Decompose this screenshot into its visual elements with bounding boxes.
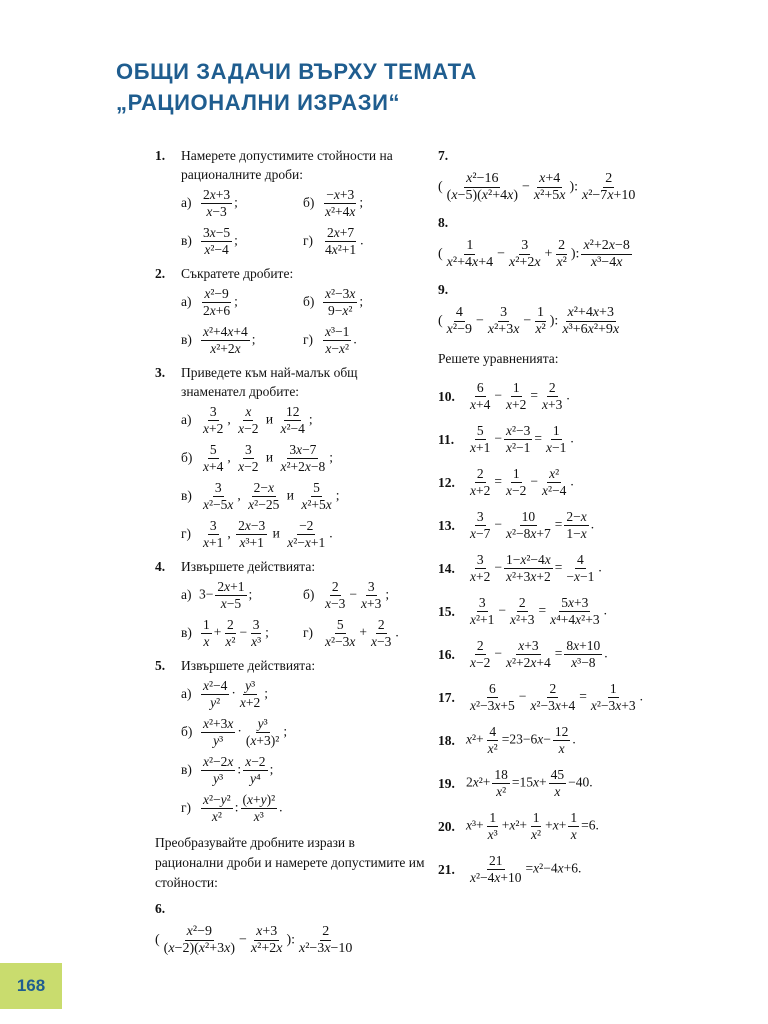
label-g: г)	[303, 332, 314, 347]
problem-2	[155, 264, 425, 359]
label-v: в)	[181, 762, 192, 777]
page-number: 168	[16, 976, 46, 995]
formula: $\frac{2}{x+2}$ = $\frac{1}{x-2}$ − $\frac{\text{x²}}{\text{x²−4}}$ .	[470, 466, 574, 498]
label-a: а)	[181, 195, 192, 210]
problem-4	[155, 557, 425, 652]
label-b: б)	[181, 724, 193, 739]
formula: x³+ $\frac{1}{\text{x³}}$ +x²+ $\frac{1}{\text{x²}}$ +x+ $\frac{1}{x}$ =6.	[466, 810, 599, 842]
problem-5	[155, 656, 425, 827]
equation-18: 18. x²+ $\frac{4}{\text{x²}}$ =23−6x− $\frac{12}{x}$ .	[438, 724, 576, 756]
formula: $\frac{\text{x²−4}}{\text{y²}}$ · $\frac{\text{y³}}{x+2}$ ;	[203, 677, 269, 710]
problem-number: 7.	[438, 148, 449, 163]
equation-15: 15. $\frac{3}{\text{x²+1}}$ − $\frac{2}{\text{x²+3}}$ = $\frac{5x+3}{\text{x⁴+4x²+3}}$ .	[438, 595, 607, 627]
equation-14: 14. $\frac{3}{x+2}$ − $\frac{\text{1−x²−4x}}{\text{x²+3x+2}}$ = $\frac{4}{-x-1}$ .	[438, 552, 602, 584]
equation-20: 20. x³+ $\frac{1}{\text{x³}}$ +x²+ $\frac{1}{\text{x²}}$ +x+ $\frac{1}{x}$ =6.	[438, 810, 599, 842]
problem-text: Намерете допустимите стойности на рационалните дроби:	[181, 148, 393, 182]
label-g: г)	[181, 526, 192, 541]
problem-number: 1.	[155, 148, 166, 163]
formula: $\frac{21}{\text{x²−4x+10}}$ =x²−4x+6.	[470, 853, 582, 885]
formula: $\frac{-x+3}{\text{x²+4x}}$ ;	[325, 186, 364, 219]
left-column	[155, 146, 425, 966]
label-g: г)	[181, 800, 192, 815]
formula: 3− $\frac{2x+1}{x-5}$ ;	[199, 578, 253, 611]
problem-number: 6.	[155, 901, 166, 916]
problem-7	[438, 146, 738, 209]
formula: ( $\frac{4}{\text{x²−9}}$ − $\frac{3}{\text{x²+3x}}$ − $\frac{1}{\text{x²}}$ ): $\frac{\text{x²+4x+3}}{\text{x³+6x²+9x}}$	[438, 305, 620, 337]
formula: $\frac{\text{x²−9}}{2x+6}$ ;	[203, 285, 238, 318]
equation-21: 21. $\frac{21}{\text{x²−4x+10}}$ =x²−4x+6.	[438, 853, 582, 885]
formula: $\frac{3}{\text{x²+1}}$ − $\frac{2}{\text{x²+3}}$ = $\frac{5x+3}{\text{x⁴+4x²+3}}$ .	[470, 595, 607, 627]
formula: $\frac{\text{x²−2x}}{\text{y³}}$ : $\frac{x-2}{\text{y⁴}}$ ;	[203, 753, 274, 786]
problem-3	[155, 363, 425, 553]
formula: $\frac{3x-5}{\text{x²−4}}$ ;	[203, 224, 238, 257]
label-b: б)	[303, 587, 315, 602]
solve-instruction: Решете уравненията:	[438, 351, 559, 366]
problem-text: Извършете действията:	[181, 658, 316, 673]
formula: $\frac{6}{\text{x²−3x+5}}$ − $\frac{2}{\text{x²−3x+4}}$ = $\frac{1}{\text{x²−3x+3}}$ .	[470, 681, 644, 713]
formula: $\frac{2x+3}{x-3}$ ;	[203, 186, 238, 219]
formula: $\frac{3}{x+2}$ − $\frac{\text{1−x²−4x}}{\text{x²+3x+2}}$ = $\frac{4}{-x-1}$ .	[470, 552, 602, 584]
problem-text: Съкратете дробите:	[181, 266, 294, 281]
label-a: а)	[181, 294, 192, 309]
problem-text: Извършете действията:	[181, 559, 316, 574]
instruction-text: Преобразувайте дробните изрази в рационални дроби и намерете допустимите им стойности:	[155, 835, 425, 890]
label-a: а)	[181, 686, 192, 701]
equation-17: 17. $\frac{6}{\text{x²−3x+5}}$ − $\frac{2}{\text{x²−3x+4}}$ = $\frac{1}{\text{x²−3x+3}}$ .	[438, 681, 644, 713]
formula: $\frac{5}{x+1}$ − $\frac{\text{x²−3}}{\text{x²−1}}$ = $\frac{1}{x-1}$ .	[470, 423, 574, 455]
formula: ( $\frac{\text{x²−9}}{\text{(x−2)(x²+3x)}}$ − $\frac{x+3}{\text{x²+2x}}$ ): $\frac{2}{\text{x²−3x−10}}$	[155, 924, 353, 956]
problem-number: 8.	[438, 215, 449, 230]
formula: ( $\frac{1}{\text{x²+4x+4}}$ − $\frac{3}{\text{x²+2x}}$ + $\frac{2}{\text{x²}}$ ): $\frac{\text{x²+2x−8}}{\text{x³−4x}}$	[438, 238, 630, 270]
formula: $\frac{\text{x²−3x}}{\text{9−x²}}$ ;	[325, 285, 364, 318]
formula: $\frac{3}{x+1}$ , $\frac{2x-3}{\text{x³+1}}$ и $\frac{-2}{\text{x²−x+1}}$ .	[203, 517, 333, 550]
problem-9	[438, 280, 738, 343]
label-v: в)	[181, 233, 192, 248]
title-line-1: ОБЩИ ЗАДАЧИ ВЪРХУ ТЕМАТА	[116, 59, 477, 84]
chapter-title	[116, 56, 676, 118]
equation-19: 19. 2x²+ $\frac{18}{\text{x²}}$ =15x+ $\frac{45}{x}$ −40.	[438, 767, 593, 799]
problem-number: 5.	[155, 658, 166, 673]
formula: $\frac{5}{x+4}$ , $\frac{3}{x-2}$ и $\frac{3x-7}{\text{x²+2x−8}}$ ;	[203, 441, 334, 474]
label-b: б)	[303, 195, 315, 210]
formula: $\frac{6}{x+4}$ − $\frac{1}{x+2}$ = $\frac{2}{x+3}$ .	[470, 380, 570, 412]
problem-number: 2.	[155, 266, 166, 281]
equation-13: 13. $\frac{3}{x-7}$ − $\frac{10}{\text{x²−8x+7}}$ = $\frac{2-x}{1-x}$ .	[438, 509, 595, 541]
formula: 2x²+ $\frac{18}{\text{x²}}$ =15x+ $\frac{45}{x}$ −40.	[466, 767, 593, 799]
label-a: а)	[181, 412, 192, 427]
formula: $\frac{\text{x³−1}}{\text{x−x²}}$ .	[325, 323, 357, 356]
label-v: в)	[181, 625, 192, 640]
formula: $\frac{\text{x²+3x}}{\text{y³}}$ · $\frac{\text{y³}}{\text{(x+3)²}}$ ;	[203, 715, 288, 748]
formula: $\frac{3}{x-7}$ − $\frac{10}{\text{x²−8x+7}}$ = $\frac{2-x}{1-x}$ .	[470, 509, 595, 541]
formula: $\frac{1}{x}$ + $\frac{2}{\text{x²}}$ − $\frac{3}{\text{x³}}$ ;	[203, 616, 269, 649]
formula: ( $\frac{\text{x²−16}}{\text{(x−5)(x²+4x)}}$ − $\frac{x+4}{\text{x²+5x}}$ ): $\frac{2}{\text{x²−7x+10}}$	[438, 171, 636, 203]
title-line-2: „РАЦИОНАЛНИ ИЗРАЗИ“	[116, 90, 401, 115]
formula: $\frac{2}{x-3}$ − $\frac{3}{x+3}$ ;	[325, 578, 390, 611]
equation-10: 10. $\frac{6}{x+4}$ − $\frac{1}{x+2}$ = $\frac{2}{x+3}$ .	[438, 380, 570, 412]
label-v: в)	[181, 488, 192, 503]
equation-16: 16. $\frac{2}{x-2}$ − $\frac{x+3}{\text{x²+2x+4}}$ = $\frac{8x+10}{\text{x³−8}}$ .	[438, 638, 608, 670]
label-b: б)	[303, 294, 315, 309]
formula: $\frac{3}{\text{x²−5x}}$ , $\frac{2-x}{\text{x²−25}}$ и $\frac{5}{\text{x²+5x}}$ ;	[203, 479, 340, 512]
formula: $\frac{3}{x+2}$ , $\frac{x}{x-2}$ и $\frac{12}{\text{x²−4}}$ ;	[203, 403, 313, 436]
equation-11: 11. $\frac{5}{x+1}$ − $\frac{\text{x²−3}}{\text{x²−1}}$ = $\frac{1}{x-1}$ .	[438, 423, 574, 455]
formula: $\frac{\text{x²−y²}}{\text{x²}}$ : $\frac{\text{(x+y)²}}{\text{x³}}$ .	[203, 791, 283, 824]
label-g: г)	[303, 233, 314, 248]
equation-12: 12. $\frac{2}{x+2}$ = $\frac{1}{x-2}$ − $\frac{\text{x²}}{\text{x²−4}}$ .	[438, 466, 574, 498]
problem-number: 3.	[155, 365, 166, 380]
problem-6	[155, 899, 425, 962]
problem-number: 4.	[155, 559, 166, 574]
problem-1	[155, 146, 425, 260]
problem-text: Приведете към най-малък общ знаменател дробите:	[181, 365, 358, 399]
formula: $\frac{2x+7}{\text{4x²+1}}$ .	[325, 224, 364, 257]
problem-number: 9.	[438, 282, 449, 297]
label-b: б)	[181, 450, 193, 465]
label-g: г)	[303, 625, 314, 640]
formula: $\frac{\text{x²+4x+4}}{\text{x²+2x}}$ ;	[203, 323, 256, 356]
right-column	[438, 146, 738, 891]
formula: $\frac{2}{x-2}$ − $\frac{x+3}{\text{x²+2x+4}}$ = $\frac{8x+10}{\text{x³−8}}$ .	[470, 638, 608, 670]
problem-8	[438, 213, 738, 276]
formula: x²+ $\frac{4}{\text{x²}}$ =23−6x− $\frac{12}{x}$ .	[466, 724, 576, 756]
label-a: а)	[181, 587, 192, 602]
formula: $\frac{5}{\text{x²−3x}}$ + $\frac{2}{x-3}$ .	[325, 616, 399, 649]
label-v: в)	[181, 332, 192, 347]
